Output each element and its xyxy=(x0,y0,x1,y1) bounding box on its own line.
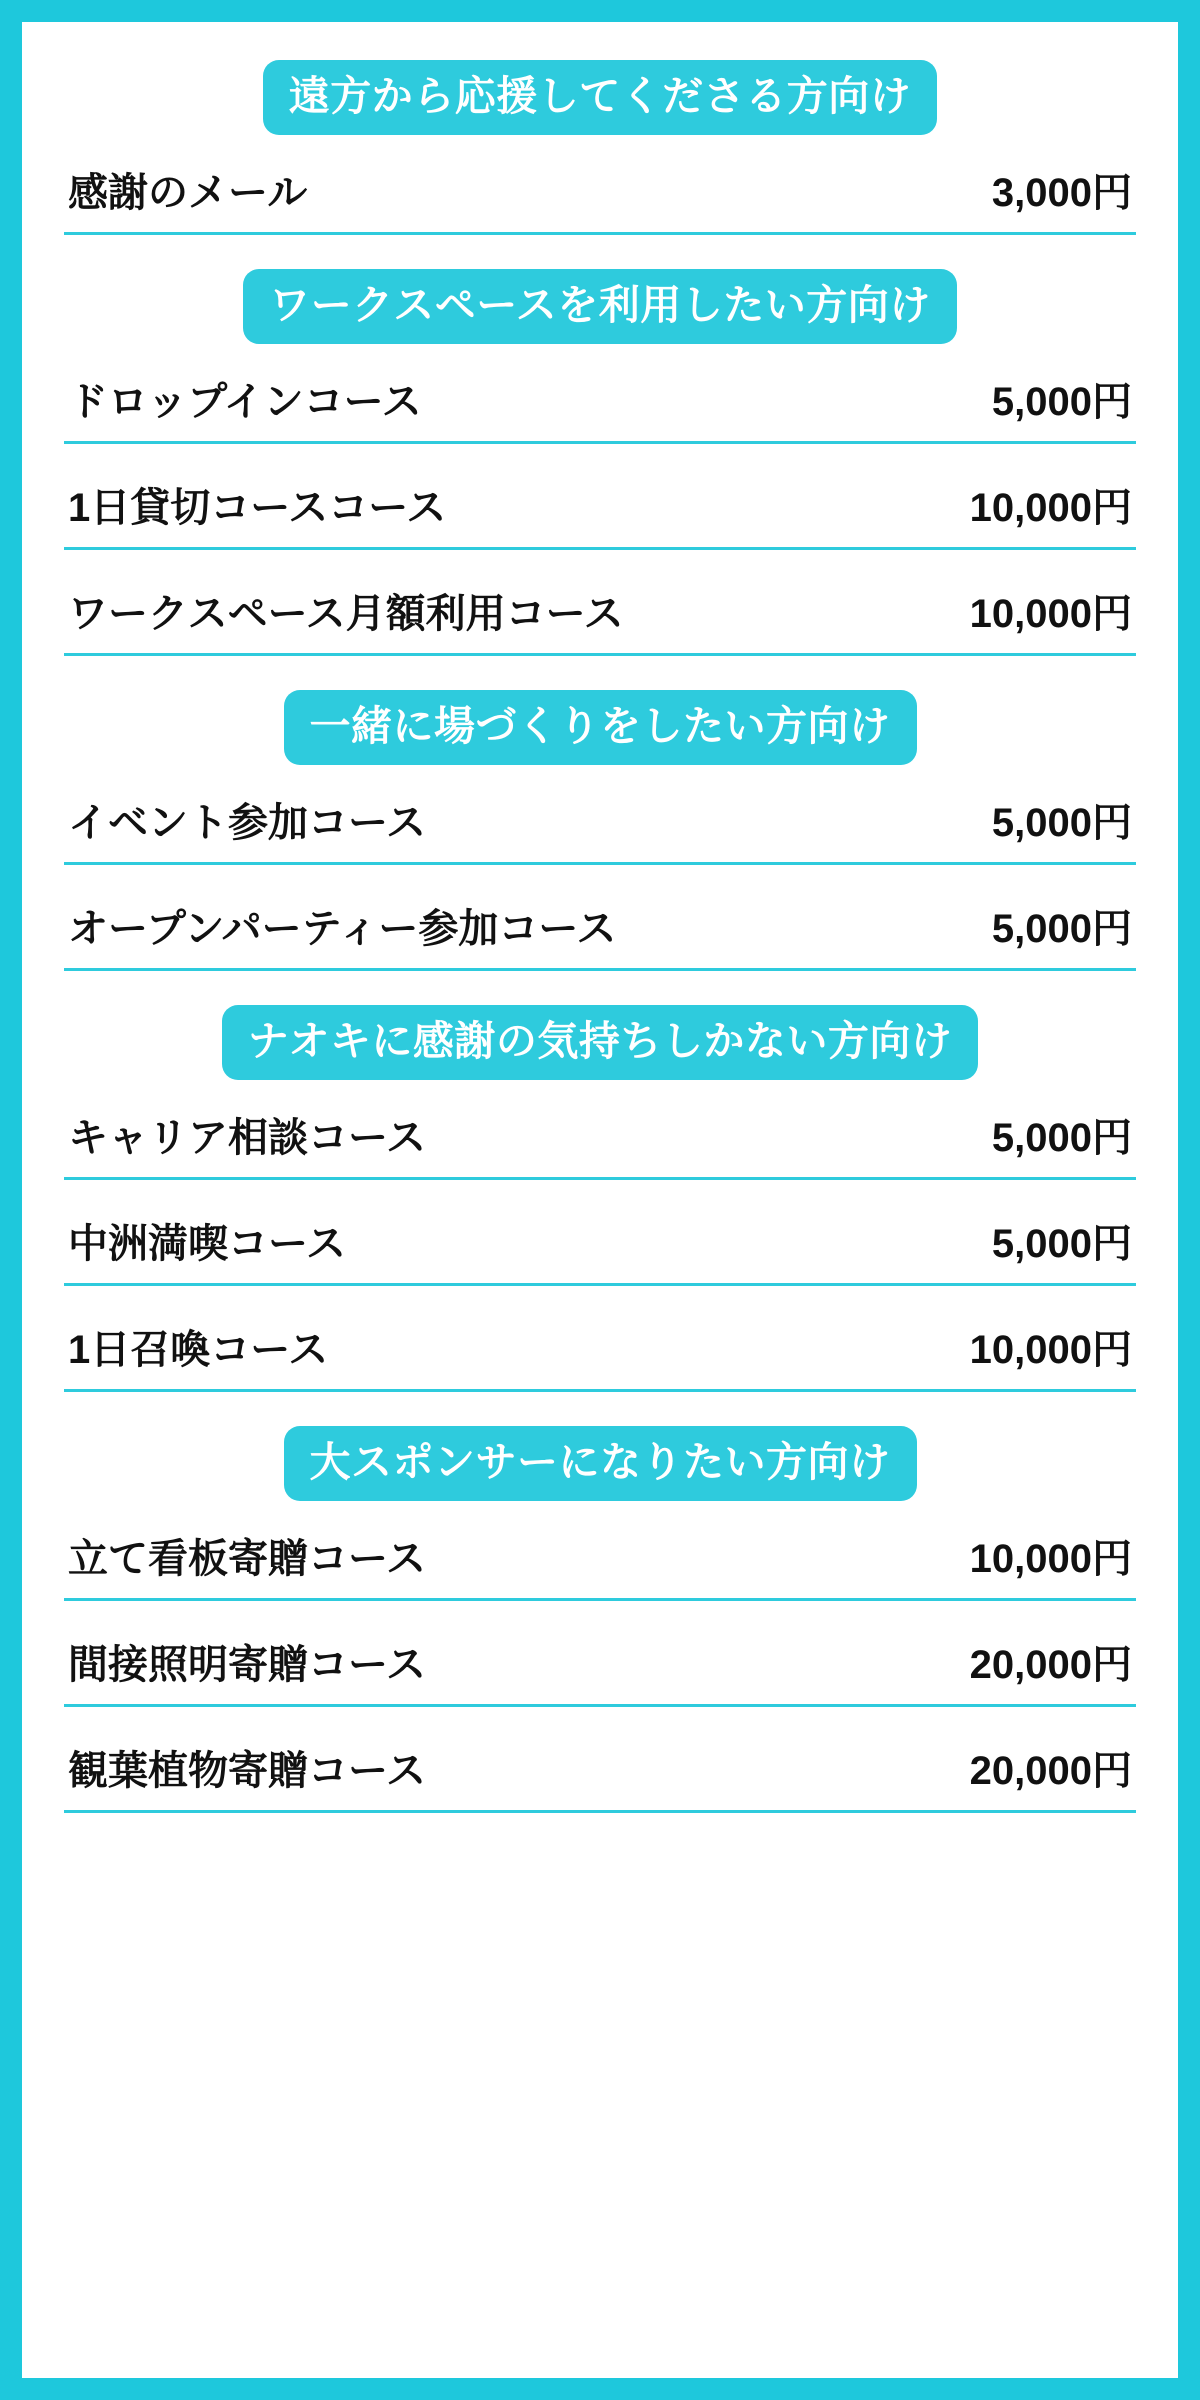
reward-item-name: ドロップインコース xyxy=(68,380,422,425)
reward-item-price: 10,000円 xyxy=(969,486,1132,531)
reward-item-price: 5,000円 xyxy=(991,380,1132,425)
reward-group-header-row xyxy=(64,690,1136,765)
reward-item-name: 1日召喚コース xyxy=(68,1328,329,1373)
reward-item-name: 中洲満喫コース xyxy=(68,1222,346,1267)
reward-item-list xyxy=(64,364,1136,656)
reward-item[interactable] xyxy=(64,785,1136,865)
reward-group-header-row xyxy=(64,1426,1136,1501)
reward-item-list xyxy=(64,1100,1136,1392)
reward-item-name: 1日貸切コースコース xyxy=(68,486,447,531)
reward-item-price: 20,000円 xyxy=(969,1643,1132,1688)
reward-item[interactable] xyxy=(64,1627,1136,1707)
reward-item[interactable] xyxy=(64,576,1136,656)
reward-group xyxy=(64,1426,1136,1813)
reward-item-price: 10,000円 xyxy=(969,1537,1132,1582)
reward-group xyxy=(64,1005,1136,1392)
reward-item-name: キャリア相談コース xyxy=(68,1116,426,1161)
reward-item[interactable] xyxy=(64,1733,1136,1813)
reward-group xyxy=(64,269,1136,656)
reward-item[interactable] xyxy=(64,1100,1136,1180)
reward-group-header: ワークスペースを利用したい方向け xyxy=(243,269,957,344)
reward-list-sheet xyxy=(22,22,1178,2378)
reward-group-header-row xyxy=(64,1005,1136,1080)
reward-group-header-row xyxy=(64,269,1136,344)
reward-item-list xyxy=(64,1521,1136,1813)
reward-group-header-row xyxy=(64,60,1136,135)
reward-item[interactable] xyxy=(64,1206,1136,1286)
reward-item-price: 20,000円 xyxy=(969,1749,1132,1794)
reward-item[interactable] xyxy=(64,1521,1136,1601)
reward-item-name: イベント参加コース xyxy=(68,801,426,846)
reward-item[interactable] xyxy=(64,155,1136,235)
reward-item-name: 立て看板寄贈コース xyxy=(68,1537,426,1582)
reward-item-name: 間接照明寄贈コース xyxy=(68,1643,426,1688)
reward-item-name: 観葉植物寄贈コース xyxy=(68,1749,426,1794)
reward-item-list xyxy=(64,155,1136,235)
reward-group-header: 一緒に場づくりをしたい方向け xyxy=(284,690,917,765)
reward-item-price: 10,000円 xyxy=(969,1328,1132,1373)
reward-item-price: 3,000円 xyxy=(991,171,1132,216)
reward-item-price: 5,000円 xyxy=(991,1116,1132,1161)
reward-item-price: 5,000円 xyxy=(991,907,1132,952)
reward-item-price: 5,000円 xyxy=(991,1222,1132,1267)
reward-item-name: ワークスペース月額利用コース xyxy=(68,592,624,637)
reward-group-header: 大スポンサーになりたい方向け xyxy=(284,1426,917,1501)
reward-item-name: 感謝のメール xyxy=(68,171,308,216)
reward-item[interactable] xyxy=(64,1312,1136,1392)
reward-item-list xyxy=(64,785,1136,971)
reward-item[interactable] xyxy=(64,364,1136,444)
reward-group-header: ナオキに感謝の気持ちしかない方向け xyxy=(222,1005,979,1080)
reward-item-name: オープンパーティー参加コース xyxy=(68,907,617,952)
reward-item[interactable] xyxy=(64,470,1136,550)
reward-item-price: 10,000円 xyxy=(969,592,1132,637)
reward-item-price: 5,000円 xyxy=(991,801,1132,846)
reward-item[interactable] xyxy=(64,891,1136,971)
reward-group xyxy=(64,60,1136,235)
reward-group-header: 遠方から応援してくださる方向け xyxy=(263,60,938,135)
reward-group xyxy=(64,690,1136,971)
